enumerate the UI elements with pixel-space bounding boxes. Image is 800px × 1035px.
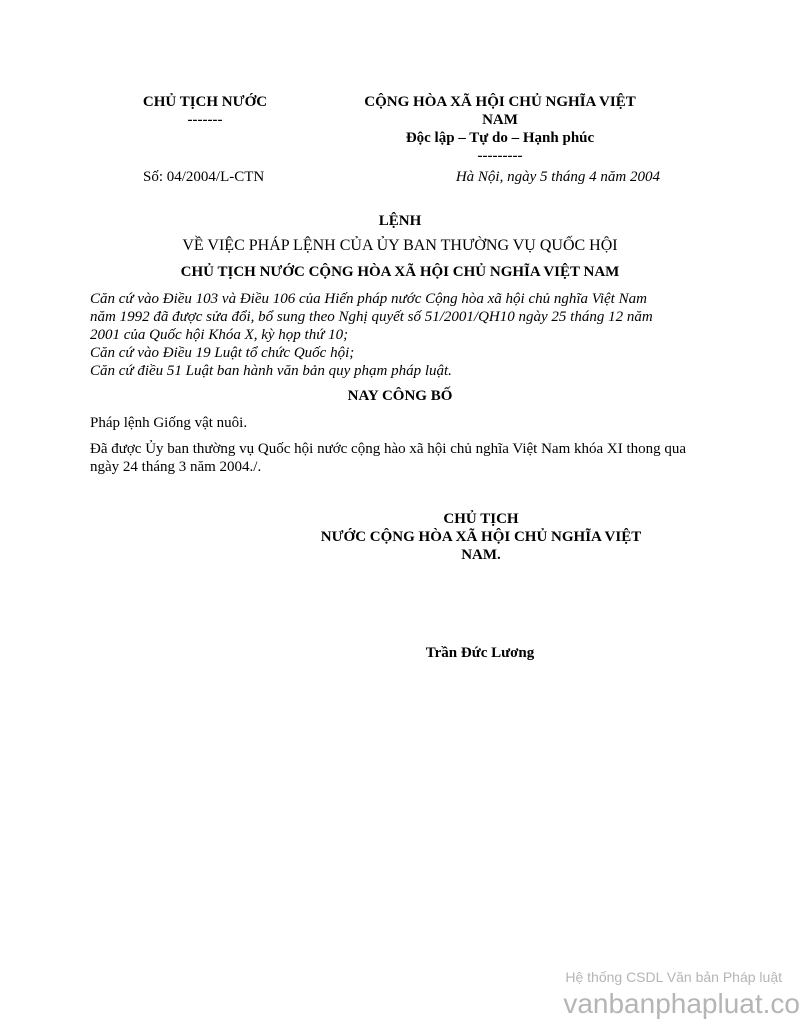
document-type: LỆNH: [378, 213, 422, 229]
preamble-line: Căn cứ vào Điều 19 Luật tổ chức Quốc hội;: [90, 345, 355, 361]
signature-title-line1: CHỦ TỊCH: [443, 511, 519, 527]
document-number: Số: 04/2004/L-CTN: [143, 169, 265, 185]
watermark: [470, 968, 800, 1020]
announce-heading: NAY CÔNG BỐ: [347, 388, 453, 404]
signer-name: Trần Đức Lương: [425, 645, 535, 661]
body-text: [90, 414, 710, 484]
document-date: Hà Nội, ngày 5 tháng 4 năm 2004: [455, 169, 660, 185]
preamble-line: Căn cứ vào Điều 103 và Điều 106 của Hiến pháp nước Cộng hòa xã hội chủ nghĩa Việt Nam: [90, 291, 647, 307]
document-subject: VỀ VIỆC PHÁP LỆNH CỦA ỦY BAN THƯỜNG VỤ QUỐC HỘI: [182, 237, 618, 254]
signature-block: [300, 510, 662, 564]
preamble-line: 2001 của Quốc hội Khóa X, kỳ họp thứ 10;: [90, 327, 349, 343]
body-paragraph: Pháp lệnh Giống vật nuôi.: [90, 415, 248, 431]
motto: Độc lập – Tự do – Hạnh phúc: [405, 130, 595, 146]
watermark-line1: Hệ thống CSDL Văn bản Pháp luật: [565, 969, 782, 985]
body-paragraph: Đã được Ủy ban thường vụ Quốc hội nước cộng hào xã hội chủ nghĩa Việt Nam khóa XI thong qua ngày 24 tháng 3 năm 2004./.: [90, 441, 687, 475]
issuer-name: CHỦ TỊCH NƯỚC: [142, 94, 268, 110]
preamble-line: Căn cứ điều 51 Luật ban hành văn bản quy phạm pháp luật.: [90, 363, 452, 379]
republic-block: [335, 93, 665, 165]
preamble-line: năm 1992 đã được sửa đổi, bổ sung theo Nghị quyết số 51/2001/QH10 ngày 25 tháng 12 năm: [90, 309, 653, 325]
issuer-block: [120, 93, 290, 129]
republic-title-line1: CỘNG HÒA XÃ HỘI CHỦ NGHĨA VIỆT: [364, 94, 636, 110]
signature-title-line2: NƯỚC CỘNG HÒA XÃ HỘI CHỦ NGHĨA VIỆT: [320, 529, 642, 545]
watermark-line2: vanbanphapluat.co: [563, 988, 800, 1019]
document-authority: CHỦ TỊCH NƯỚC CỘNG HÒA XÃ HỘI CHỦ NGHĨA VIỆT NAM: [180, 264, 620, 280]
signature-title-line3: NAM.: [461, 547, 501, 563]
issuer-rule: -------: [187, 112, 223, 128]
republic-title-line2: NAM: [482, 112, 518, 128]
preamble: [90, 290, 710, 380]
motto-rule: ---------: [477, 148, 523, 164]
